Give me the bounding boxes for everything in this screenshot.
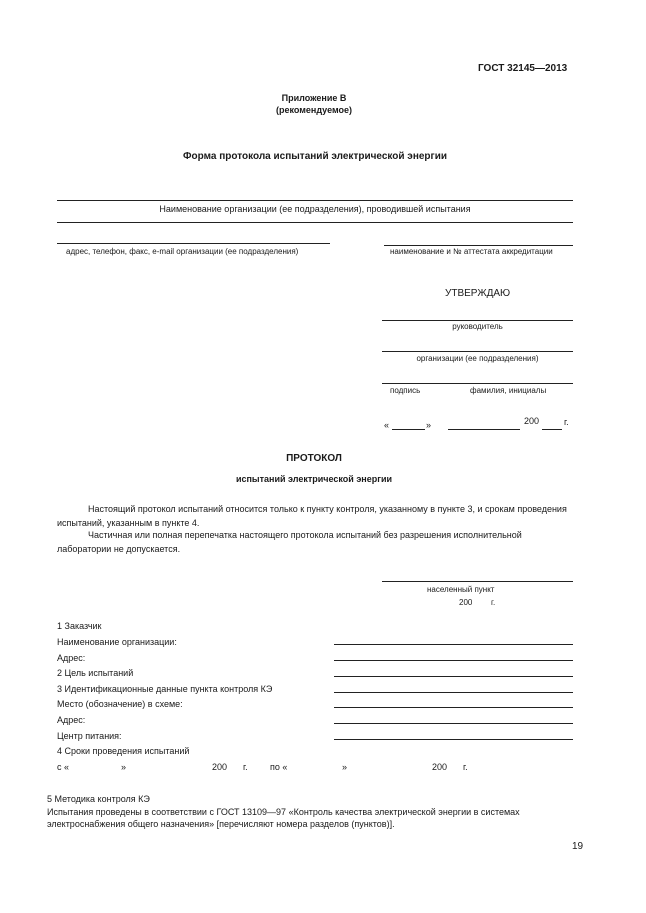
address-1-label: Адрес: (57, 653, 86, 663)
section-5-heading: 5 Методика контроля КЭ (47, 794, 150, 804)
approve-date-close: » (426, 420, 432, 430)
accreditation-caption: наименование и № аттестата аккредитации (390, 247, 553, 256)
approve-day-line (392, 429, 425, 430)
standard-number: ГОСТ 32145—2013 (478, 63, 568, 74)
approve-year-line (542, 429, 562, 430)
purpose-field (334, 676, 573, 677)
protocol-paragraph-1: Настоящий протокол испытаний относится только к пункту контроля, указанному в пункте 3, и срокам проведения испытаний, указанным в пункте 4. (57, 504, 567, 528)
head-line (382, 320, 573, 321)
approve-year: 200 (524, 416, 540, 426)
accreditation-line (384, 245, 573, 246)
org-approve-line (382, 351, 573, 352)
section-1-heading: 1 Заказчик (57, 621, 102, 631)
address-caption: адрес, телефон, факс, e-mail организации (ее подразделения) (66, 247, 299, 256)
power-center-label: Центр питания: (57, 731, 122, 741)
identification-field (334, 692, 573, 693)
form-title: Форма протокола испытаний электрической энергии (182, 151, 447, 162)
org-line-bottom (57, 222, 573, 223)
section-2-heading: 2 Цель испытаний (57, 668, 134, 678)
address-2-label: Адрес: (57, 715, 86, 725)
approve-title: УТВЕРЖДАЮ (445, 288, 511, 299)
place-year-suffix: г. (491, 598, 496, 607)
org-name-caption: Наименование организации (ее подразделения), проводившей испытания (159, 204, 471, 214)
protocol-title: ПРОТОКОЛ (286, 453, 342, 464)
period-to-close: » (342, 762, 348, 772)
section-5-text: Испытания проведены в соответствии с ГОСТ 13109—97 «Контроль качества электрической энергии в системах электроснабжения общего назначения» [перечисляют номера разделов (пунктов)]. (47, 807, 520, 829)
section-4-heading: 4 Сроки проведения испытаний (57, 746, 190, 756)
org-name-field (334, 644, 573, 645)
period-from-g: г. (243, 762, 248, 772)
signature-caption: подпись (390, 386, 421, 395)
org-approve-caption: организации (ее подразделения) (416, 354, 539, 363)
power-center-field (334, 739, 573, 740)
head-caption: руководитель (452, 322, 503, 331)
place-year: 200 (459, 598, 473, 607)
org-line-top (57, 200, 573, 201)
place-scheme-label: Место (обозначение) в схеме: (57, 699, 183, 709)
org-name-label: Наименование организации: (57, 637, 177, 647)
approve-year-suffix: г. (564, 417, 569, 427)
section-3-heading: 3 Идентификационные данные пункта контроля КЭ (57, 684, 273, 694)
appendix-title: Приложение В (281, 93, 347, 103)
approve-month-line (448, 429, 520, 430)
address-1-field (334, 660, 573, 661)
period-from: с « (57, 762, 70, 772)
protocol-subtitle: испытаний электрической энергии (235, 474, 393, 484)
address-line (57, 243, 330, 244)
page-number: 19 (572, 841, 584, 852)
place-caption: населенный пункт (427, 585, 495, 594)
place-scheme-field (334, 707, 573, 708)
protocol-paragraph-2: Частичная или полная перепечатка настоящего протокола испытаний без разрешения исполнительной лаборатории не допускается. (57, 530, 522, 554)
period-from-close: » (121, 762, 127, 772)
name-caption: фамилия, инициалы (470, 386, 547, 395)
period-to-g: г. (463, 762, 468, 772)
address-2-field (334, 723, 573, 724)
place-line (382, 581, 573, 582)
appendix-subtitle: (рекомендуемое) (276, 105, 352, 115)
signature-line (382, 383, 573, 384)
period-to: по « (270, 762, 288, 772)
period-to-year: 200 (432, 762, 448, 772)
approve-date-open: « (384, 420, 390, 430)
period-from-year: 200 (212, 762, 228, 772)
